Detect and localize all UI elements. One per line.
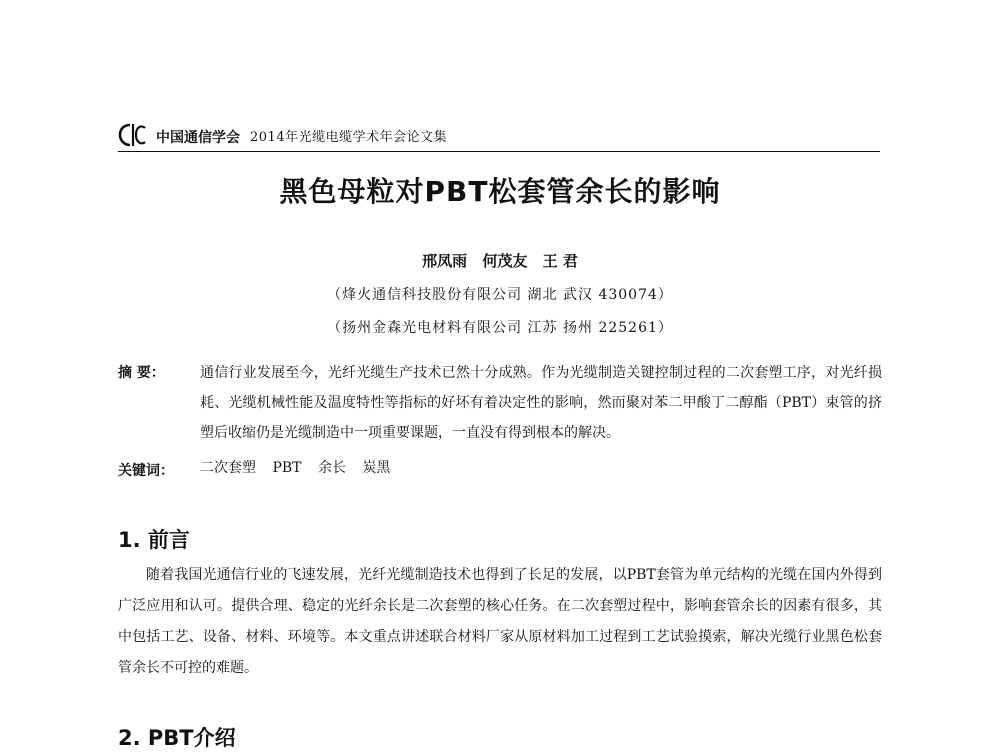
paper-title: 黑色母粒对PBT松套管余长的影响 — [279, 175, 721, 208]
affiliation: （烽火通信科技股份有限公司 湖北 武汉 430074） — [327, 287, 673, 303]
header-rule — [118, 151, 880, 152]
section-heading: 2. PBT介绍 — [118, 726, 236, 750]
keyword: PBT — [272, 460, 302, 476]
keywords-list — [200, 456, 402, 480]
author-name: 邢凤雨 — [422, 252, 468, 270]
header-proceedings: 2014年光缆电缆学术年会论文集 — [250, 130, 448, 145]
author-name: 王 君 — [542, 252, 578, 270]
keywords-label: 关键词： — [118, 463, 174, 479]
abstract-label: 摘 要： — [118, 365, 165, 381]
keyword: 余长 — [317, 460, 346, 476]
section-heading: 1. 前言 — [118, 528, 190, 552]
author-name: 何茂友 — [482, 252, 528, 270]
affiliation: （扬州金森光电材料有限公司 江苏 扬州 225261） — [327, 320, 673, 336]
header-organization: 中国通信学会 — [156, 130, 240, 146]
cic-logo-icon — [118, 122, 148, 148]
abstract-text: 通信行业发展至今，光纤光缆生产技术已然十分成熟。作为光缆制造关键控制过程的二次套塑工序，对光纤损耗、光缆机械性能及温度特性等指标的好坏有着决定性的影响，然而聚对苯二甲酸丁二醇酯（PBT）束管的挤塑后收缩仍是光缆制造中一项重要课题，一直没有得到根本的解决。 — [200, 365, 882, 441]
keyword: 炭黑 — [362, 460, 391, 476]
section-paragraph: 随着我国光通信行业的飞速发展，光纤光缆制造技术也得到了长足的发展，以PBT套管为单元结构的光缆在国内外得到广泛应用和认可。提供合理、稳定的光纤余长是二次套塑的核心任务。在二次套塑过程中，影响套管余长的因素有很多，其中包括工艺、设备、材料、环境等。本文重点讲述联合材料厂家从原材料加工过程到工艺试验摸索，解决光缆行业黑色松套管余长不可控的难题。 — [118, 567, 882, 676]
keyword: 二次套塑 — [200, 460, 256, 476]
author-list — [0, 250, 1000, 271]
page-header — [118, 118, 880, 148]
